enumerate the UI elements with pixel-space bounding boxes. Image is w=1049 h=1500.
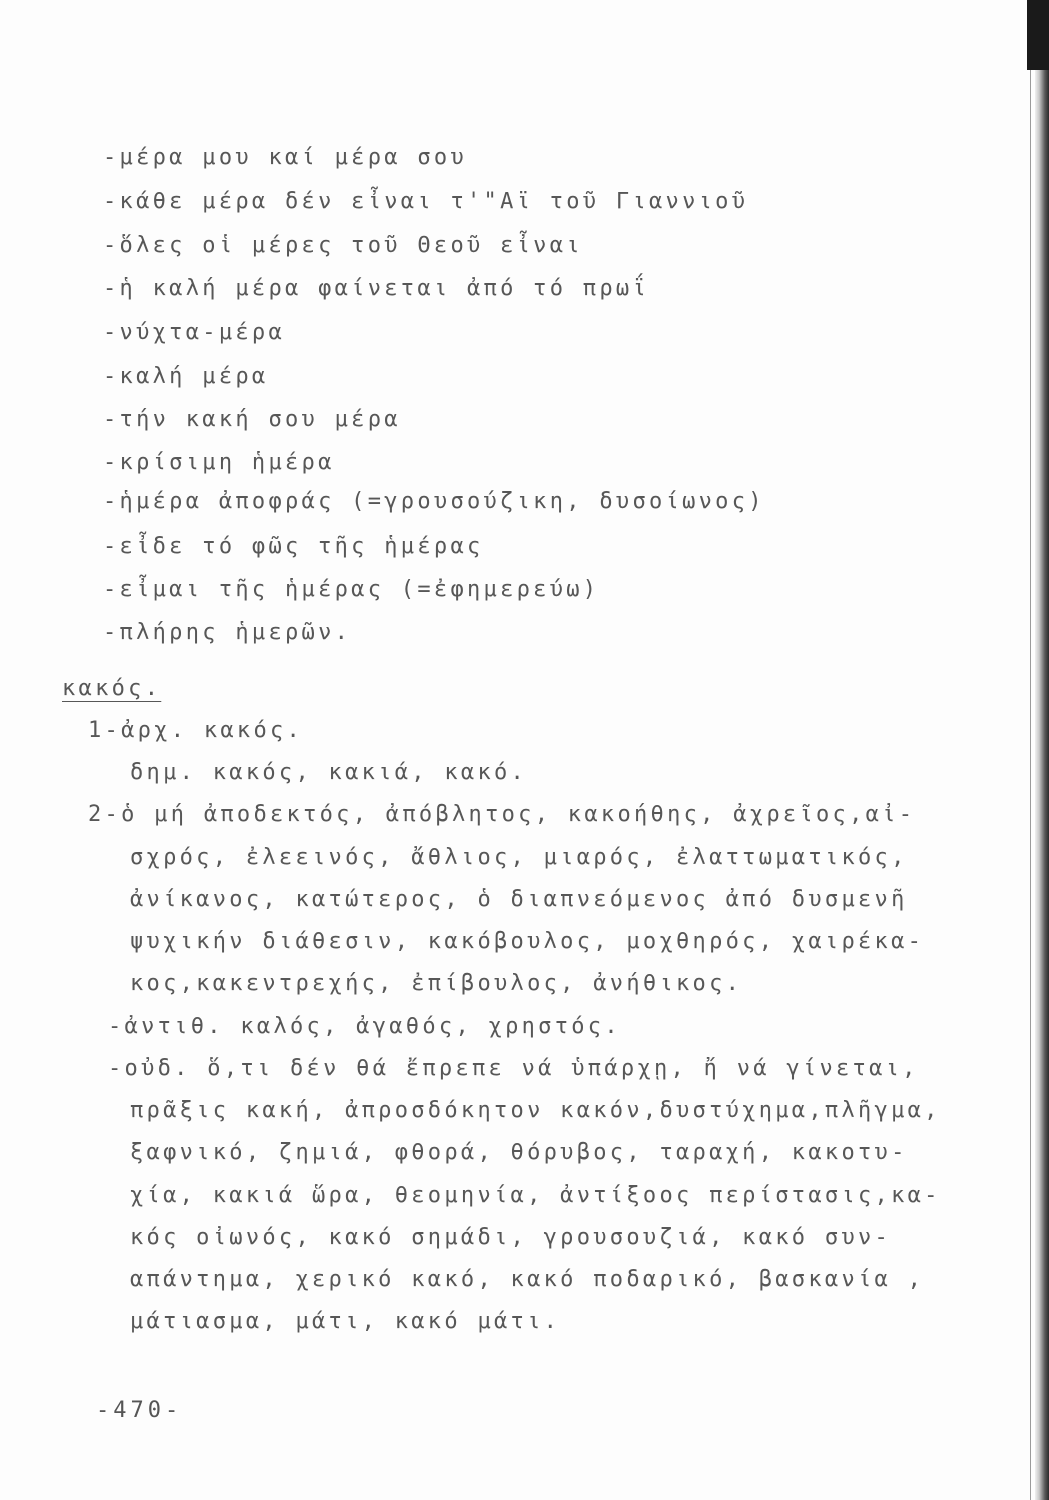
body-line-11: ξαφνικό, ζημιά, φθορά, θόρυβος, ταραχή, κακοτυ- xyxy=(130,1140,908,1165)
body-line-10: πρᾶξις κακή, ἀπροσδόκητον κακόν,δυστύχημα,πλῆγμα, xyxy=(130,1098,941,1123)
text-line-5: -νύχτα-μέρα xyxy=(103,320,285,345)
body-line-9: -οὐδ. ὅ,τι δέν θά ἔπρεπε νά ὑπάρχῃ, ἤ νά γίνεται, xyxy=(108,1056,919,1081)
text-line-12: -πλήρης ἡμερῶν. xyxy=(103,620,352,645)
text-line-6: -καλή μέρα xyxy=(103,364,269,389)
text-line-2: -κάθε μέρα δέν εἶναι τ'"Αϊ τοῦ Γιαννιοῦ xyxy=(103,189,749,214)
body-line-5: ἀνίκανος, κατώτερος, ὁ διαπνεόμενος ἀπό δυσμενῆ xyxy=(130,887,908,912)
page-edge-line xyxy=(1030,0,1031,1500)
text-line-11: -εἶμαι τῆς ἡμέρας (=ἐφημερεύω) xyxy=(103,577,600,602)
text-line-7: -τήν κακή σου μέρα xyxy=(103,407,401,432)
text-line-1: -μέρα μου καί μέρα σου xyxy=(103,145,467,170)
page-edge-shadow xyxy=(1035,0,1049,1500)
text-line-9: -ἡμέρα ἀποφράς (=γρουσούζικη, δυσοίωνος) xyxy=(103,489,765,514)
text-line-3: -ὅλες οἱ μέρες τοῦ Θεοῦ εἶναι xyxy=(103,233,583,258)
text-line-8: -κρίσιμη ἡμέρα xyxy=(103,450,335,475)
body-line-12: χία, κακιά ὥρα, θεομηνία, ἀντίξοος περίστασις,κα- xyxy=(130,1183,941,1208)
page-corner-shadow xyxy=(1027,0,1049,70)
page-number: -470- xyxy=(96,1398,183,1423)
body-line-4: σχρός, ἐλεεινός, ἄθλιος, μιαρός, ἐλαττωματικός, xyxy=(130,845,908,870)
body-line-15: μάτιασμα, μάτι, κακό μάτι. xyxy=(130,1309,561,1334)
body-line-3: 2-ὁ μή ἀποδεκτός, ἀπόβλητος, κακοήθης, ἀχρεῖος,αἰ- xyxy=(88,802,916,827)
entry-heading: κακός. xyxy=(62,676,162,701)
body-line-8: -ἀντιθ. καλός, ἀγαθός, χρηστός. xyxy=(108,1014,621,1039)
body-line-7: κος,κακεντρεχής, ἐπίβουλος, ἀνήθικος. xyxy=(130,971,743,996)
body-line-14: απάντημα, χερικό κακό, κακό ποδαρικό, βασκανία , xyxy=(130,1267,925,1292)
text-line-10: -εἶδε τό φῶς τῆς ἡμέρας xyxy=(103,534,484,559)
body-line-13: κός οἰωνός, κακό σημάδι, γρουσουζιά, κακό συν- xyxy=(130,1225,892,1250)
body-line-2: δημ. κακός, κακιά, κακό. xyxy=(130,760,528,785)
body-line-1: 1-ἀρχ. κακός. xyxy=(88,718,304,743)
text-line-4: -ἡ καλή μέρα φαίνεται ἀπό τό πρωΐ xyxy=(103,276,649,301)
body-line-6: ψυχικήν διάθεσιν, κακόβουλος, μοχθηρός, χαιρέκα- xyxy=(130,929,925,954)
